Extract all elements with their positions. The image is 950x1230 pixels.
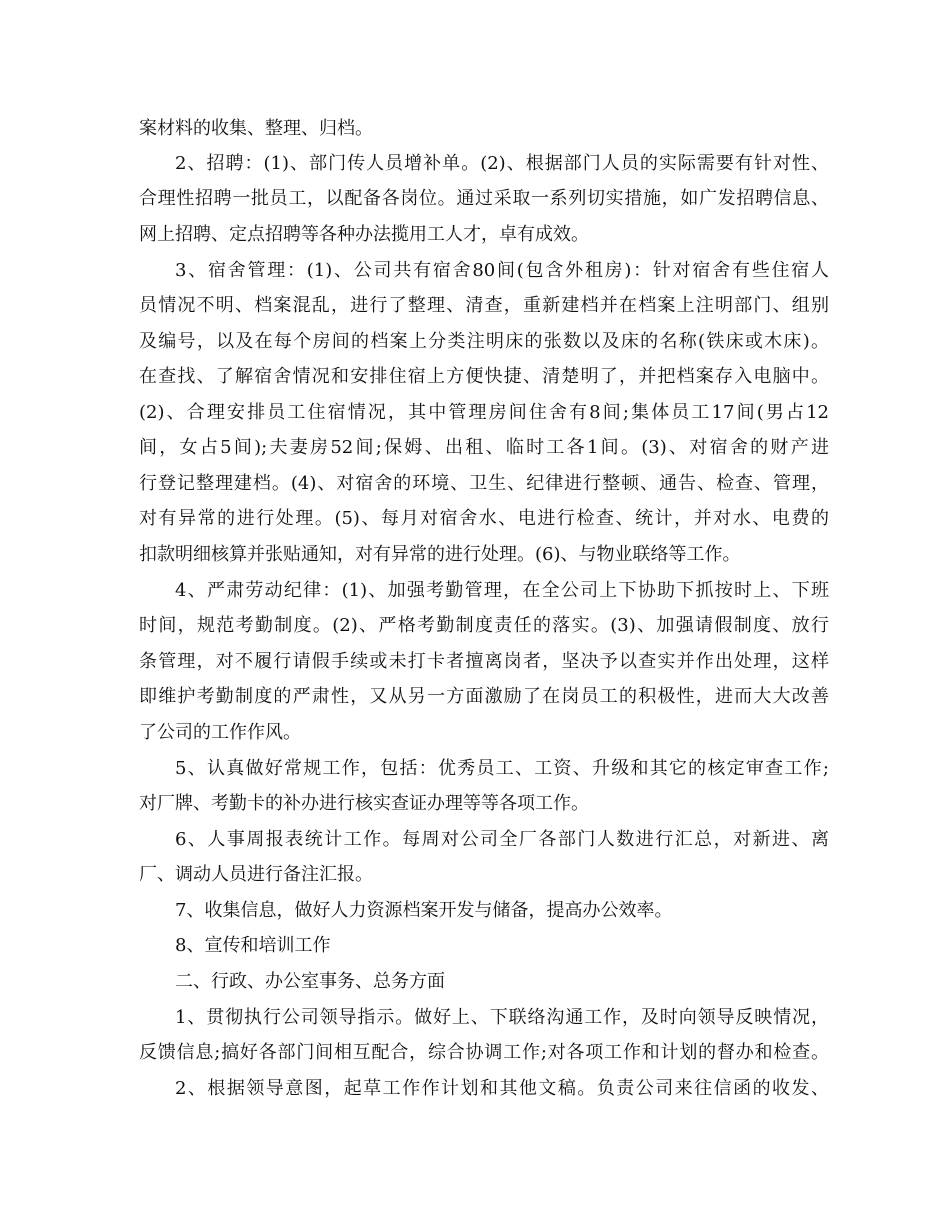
text-line: 了公司的工作作风。 <box>139 722 301 743</box>
text-line: 行登记整理建档。(4)、对宿舍的环境、卫生、纪律进行整顿、通告、检查、管理， <box>139 473 829 494</box>
text-line: 合理性招聘一批员工，以配备各岗位。通过采取一系列切实措施，如广发招聘信息、 <box>139 188 829 209</box>
text-line: 7、收集信息，做好人力资源档案开发与储备，提高办公效率。 <box>175 900 673 921</box>
text-line: 员情况不明、档案混乱，进行了整理、清查，重新建档并在档案上注明部门、组别 <box>139 295 829 316</box>
text-line: 4、严肃劳动纪律：(1)、加强考勤管理，在全公司上下协助下抓按时上、下班 <box>175 580 829 601</box>
text-line: 扣款明细核算并张贴通知，对有异常的进行处理。(6)、与物业联络等工作。 <box>139 544 741 565</box>
text-line: 反馈信息;搞好各部门间相互配合，综合协调工作;对各项工作和计划的督办和检查。 <box>139 1042 829 1063</box>
text-line: (2)、合理安排员工住宿情况，其中管理房间住舍有8间;集体员工17间(男占12 <box>139 402 829 423</box>
text-line: 厂、调动人员进行备注汇报。 <box>139 864 373 885</box>
text-line: 3、宿舍管理：(1)、公司共有宿舍80间(包含外租房)：针对宿舍有些住宿人 <box>175 260 829 281</box>
section-heading: 二、行政、办公室事务、总务方面 <box>175 971 445 992</box>
text-line: 2、根据领导意图，起草工作作计划和其他文稿。负责公司来往信函的收发、 <box>175 1078 829 1099</box>
text-line: 对厂牌、考勤卡的补办进行核实查证办理等等各项工作。 <box>139 793 589 814</box>
text-line: 2、招聘：(1)、部门传人员增补单。(2)、根据部门人员的实际需要有针对性、 <box>175 153 829 174</box>
text-line: 网上招聘、定点招聘等各种办法揽用工人才，卓有成效。 <box>139 224 589 245</box>
text-line: 即维护考勤制度的严肃性，又从另一方面激励了在岗员工的积极性，进而大大改善 <box>139 686 829 707</box>
text-line: 6、人事周报表统计工作。每周对公司全厂各部门人数进行汇总，对新进、离 <box>175 829 829 850</box>
text-line: 条管理，对不履行请假手续或未打卡者擅离岗者，坚决予以查实并作出处理，这样 <box>139 651 829 672</box>
text-line: 在查找、了解宿舍情况和安排住宿上方便快捷、清楚明了，并把档案存入电脑中。 <box>139 366 829 387</box>
text-line: 1、贯彻执行公司领导指示。做好上、下联络沟通工作，及时向领导反映情况， <box>175 1007 829 1028</box>
text-line: 及编号，以及在每个房间的档案上分类注明床的张数以及床的名称(铁床或木床)。 <box>139 331 829 352</box>
text-line: 8、宣传和培训工作 <box>175 935 331 956</box>
text-line: 时间，规范考勤制度。(2)、严格考勤制度责任的落实。(3)、加强请假制度、放行 <box>139 615 829 636</box>
text-line: 案材料的收集、整理、归档。 <box>139 118 373 139</box>
text-line: 间，女占5间);夫妻房52间;保姆、出租、临时工各1间。(3)、对宿舍的财产进 <box>139 437 829 458</box>
text-line: 5、认真做好常规工作，包括：优秀员工、工资、升级和其它的核定审查工作; <box>175 758 829 779</box>
text-line: 对有异常的进行处理。(5)、每月对宿舍水、电进行检查、统计，并对水、电费的 <box>139 508 829 529</box>
